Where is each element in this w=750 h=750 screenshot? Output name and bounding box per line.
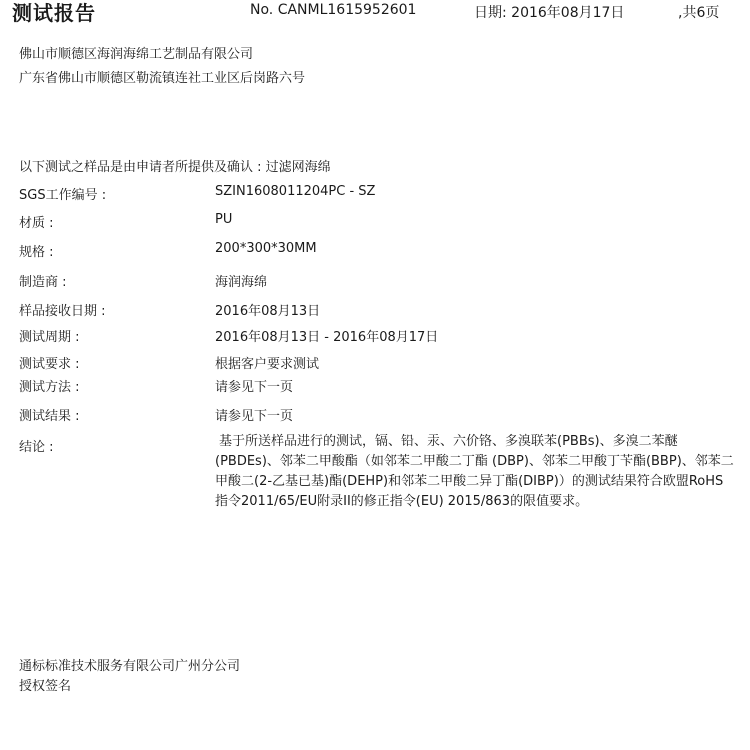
field-label-test-method: 测试方法 :	[19, 380, 80, 395]
field-label-conclusion: 结论 :	[19, 440, 54, 455]
field-value-material: PU	[215, 212, 233, 227]
issuer-company: 通标标准技术服务有限公司广州分公司	[19, 659, 241, 674]
conclusion-text: 基于所送样品进行的测试，镉、铅、汞、六价铬、多溴联苯(PBBs)、多溴二苯醚(PBDEs)、邻苯二甲酸酯（如邻苯二甲酸二丁酯 (DBP)、邻苯二甲酸丁苄酯(BBP)、邻苯二甲酸二(2-乙基已基)酯(DEHP)和邻苯二甲酸二异丁酯(DIBP)）的测试结果符合欧盟RoHS指令2011/65/EU附录II的修正指令(EU) 2015/863的限值要求。	[215, 434, 734, 509]
field-value-test-request: 根据客户要求测试	[215, 357, 320, 372]
field-label-test-result: 测试结果 :	[19, 409, 80, 424]
field-label-test-period: 测试周期 :	[19, 330, 80, 345]
field-value-test-method: 请参见下一页	[215, 380, 294, 395]
field-label-received-date: 样品接收日期 :	[19, 304, 106, 319]
field-value-manufacturer: 海润海绵	[215, 275, 268, 290]
report-date: 日期: 2016年08月17日	[474, 5, 625, 21]
field-value-sgs-job-no: SZIN1608011204PC - SZ	[215, 184, 376, 199]
page-count: ,共6页	[678, 5, 720, 21]
field-label-test-request: 测试要求 :	[19, 357, 80, 372]
field-value-received-date: 2016年08月13日	[215, 304, 321, 319]
sample-intro: 以下测试之样品是由申请者所提供及确认 : 过滤网海绵	[19, 160, 331, 175]
field-label-sgs-job-no: SGS工作编号 :	[19, 188, 107, 203]
report-title: 测试报告	[12, 1, 96, 25]
applicant-name: 佛山市顺德区海润海绵工艺制品有限公司	[19, 47, 254, 62]
field-value-spec: 200*300*30MM	[215, 241, 317, 256]
field-value-test-period: 2016年08月13日 - 2016年08月17日	[215, 330, 439, 345]
field-value-test-result: 请参见下一页	[215, 409, 294, 424]
field-label-material: 材质 :	[19, 216, 54, 231]
field-label-manufacturer: 制造商 :	[19, 275, 67, 290]
report-number: No. CANML1615952601	[250, 2, 417, 18]
field-label-spec: 规格 :	[19, 245, 54, 260]
authorized-signature-label: 授权签名	[19, 679, 72, 694]
applicant-address: 广东省佛山市顺德区勒流镇连社工业区后岗路六号	[19, 71, 306, 86]
